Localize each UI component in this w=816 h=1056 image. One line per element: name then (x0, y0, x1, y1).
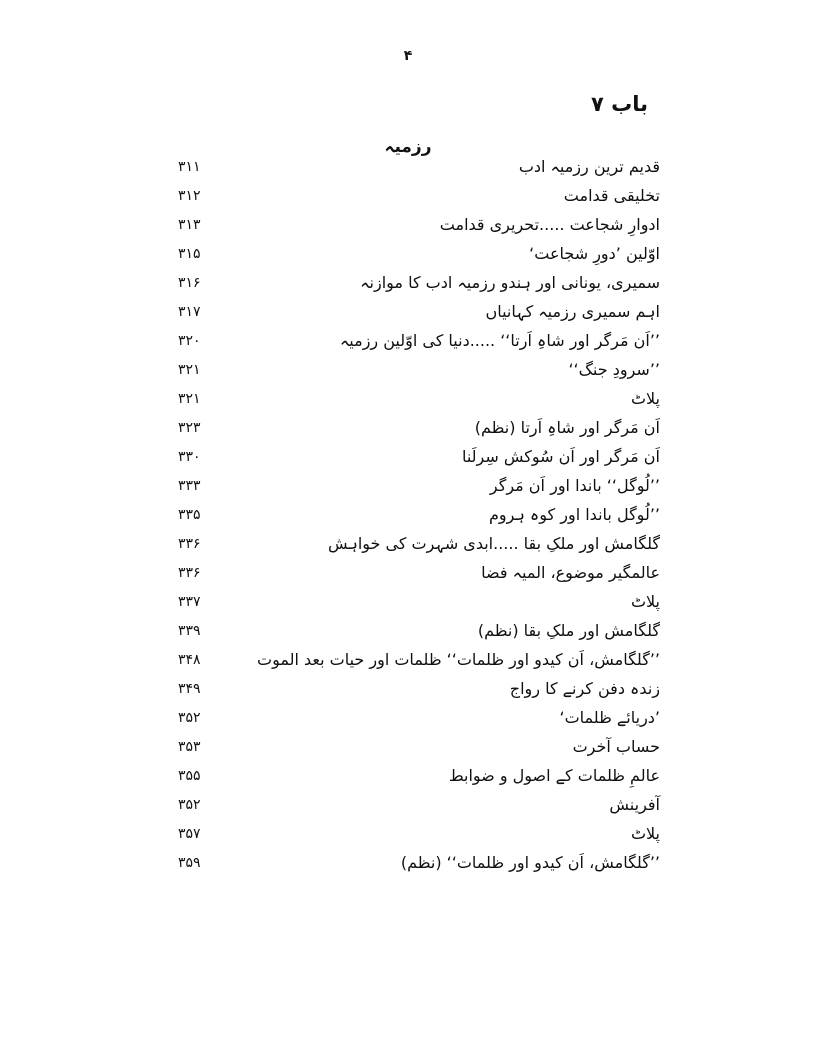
toc-row (178, 645, 660, 674)
toc-entry-page-number: ۳۲۱ (178, 361, 201, 378)
toc-entry-title: عالمِ ظلمات کے اصول و ضوابط (448, 766, 660, 785)
toc-entry-page-number: ۳۱۳ (178, 216, 201, 233)
toc-entry-page-number: ۳۱۵ (178, 245, 201, 262)
toc-row (178, 674, 660, 703)
toc-entry-page-number: ۳۵۷ (178, 825, 201, 842)
toc-row (178, 384, 660, 413)
toc-row (178, 181, 660, 210)
toc-entry-title: گلگامش اور ملکِ بقا (نظم) (477, 621, 660, 640)
toc-entry-title: عالمگیر موضوع، المیہ فضا (481, 563, 660, 582)
toc-row (178, 413, 660, 442)
toc-entry-title: سمیری، یونانی اور ہندو رزمیہ ادب کا موازنہ (360, 273, 660, 292)
toc-entry-page-number: ۳۱۷ (178, 303, 201, 320)
toc-entry-title: اَن مَرگر اور اَن سُوکش سِرلَنا (461, 447, 660, 466)
toc-row (178, 819, 660, 848)
toc-row (178, 703, 660, 732)
toc-entry-page-number: ۳۲۱ (178, 390, 201, 407)
toc-entry-page-number: ۳۳۰ (178, 448, 201, 465)
toc-entry-page-number: ۳۴۹ (178, 680, 201, 697)
toc-row (178, 210, 660, 239)
toc-entry-page-number: ۳۵۹ (178, 854, 201, 871)
toc-entry-title: تخلیقی قدامت (563, 186, 660, 205)
toc-row (178, 500, 660, 529)
toc-row (178, 848, 660, 877)
toc-entry-title: ’’سرودِ جنگ‘‘ (568, 360, 660, 379)
toc-entry-title: حساب آخرت (572, 737, 660, 756)
toc-entry-page-number: ۳۳۳ (178, 477, 201, 494)
toc-entry-title: اہم سمیری رزمیہ کہانیاں (485, 302, 660, 321)
toc-entry-page-number: ۳۳۹ (178, 622, 201, 639)
toc-entry-title: گلگامش اور ملکِ بقا .....ابدی شہرت کی خواہش (328, 534, 660, 553)
section-heading: رزمیہ (384, 137, 432, 157)
toc-entry-page-number: ۳۵۲ (178, 709, 201, 726)
toc-entry-title: ’دریائے ظلمات‘ (559, 708, 660, 727)
toc-entry-title: پلاٹ (630, 824, 660, 843)
toc-row (178, 529, 660, 558)
toc-entry-title: ’’اَن مَرگر اور شاہِ اَرتا‘‘ .....دنیا کی اوّلین رزمیہ (339, 331, 660, 350)
toc-row (178, 152, 660, 181)
toc-entry-page-number: ۳۱۱ (178, 158, 201, 175)
toc-entry-title: آفرینش (609, 795, 660, 814)
toc-row (178, 239, 660, 268)
toc-entry-title: ادوارِ شجاعت .....تحریری قدامت (439, 215, 660, 234)
toc-entry-page-number: ۳۳۶ (178, 564, 201, 581)
toc-row (178, 442, 660, 471)
toc-entry-title: زندہ دفن کرنے کا رواج (509, 679, 660, 698)
toc-entry-title: ’’لُوگل‘‘ باندا اور اَن مَرگر (489, 476, 660, 495)
toc-row (178, 790, 660, 819)
toc-entry-page-number: ۳۳۶ (178, 535, 201, 552)
toc-entry-page-number: ۳۵۲ (178, 796, 201, 813)
toc-entry-page-number: ۳۵۵ (178, 767, 201, 784)
toc-row (178, 761, 660, 790)
page-number: ۴ (403, 48, 413, 64)
toc-entry-title: ’’گلگامش، اَن کیدو اور ظلمات‘‘ (نظم) (400, 853, 660, 872)
toc-entry-title: اوّلین ’دورِ شجاعت‘ (529, 244, 660, 263)
toc-row (178, 297, 660, 326)
toc-row (178, 732, 660, 761)
toc-entry-title: پلاٹ (630, 592, 660, 611)
toc-row (178, 355, 660, 384)
toc-entry-title: قدیم ترین رزمیہ ادب (518, 157, 660, 176)
toc-entry-title: پلاٹ (630, 389, 660, 408)
toc-entry-page-number: ۳۱۲ (178, 187, 201, 204)
toc-entry-page-number: ۳۴۸ (178, 651, 201, 668)
toc-entry-page-number: ۳۲۳ (178, 419, 201, 436)
toc-row (178, 268, 660, 297)
toc-row (178, 616, 660, 645)
toc-entry-title: اَن مَرگر اور شاہِ اَرتا (نظم) (474, 418, 660, 437)
toc-entry-page-number: ۳۲۰ (178, 332, 201, 349)
toc-row (178, 558, 660, 587)
toc-entry-title: ’’لُوگل باندا اور کوہ ہروم (488, 505, 660, 524)
table-of-contents (178, 152, 660, 877)
toc-row (178, 471, 660, 500)
toc-entry-title: ’’گلگامش، اَن کیدو اور ظلمات‘‘ ظلمات اور حیات بعد الموت (257, 650, 660, 669)
toc-entry-page-number: ۳۳۵ (178, 506, 201, 523)
toc-row (178, 326, 660, 355)
toc-entry-page-number: ۳۱۶ (178, 274, 201, 291)
toc-entry-page-number: ۳۳۷ (178, 593, 201, 610)
toc-entry-page-number: ۳۵۳ (178, 738, 201, 755)
toc-row (178, 587, 660, 616)
chapter-heading: باب ۷ (590, 92, 648, 116)
